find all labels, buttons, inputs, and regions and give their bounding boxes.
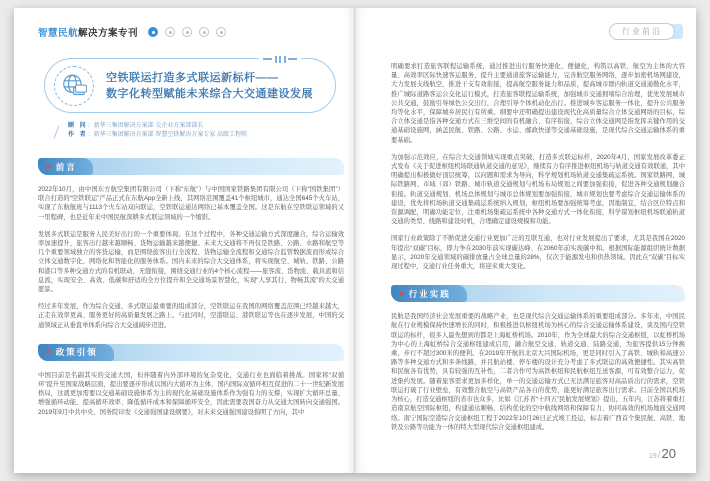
bookmark-icon xyxy=(182,27,192,37)
practice-body xyxy=(391,312,685,432)
article-title xyxy=(106,70,313,102)
byline-text: ：新华三集团解决方案部 智慧空铁解决方案专家 高级工程师 xyxy=(87,132,248,138)
header-icon-row xyxy=(148,27,226,37)
globe-transport-icon xyxy=(54,66,94,106)
preface-body xyxy=(38,185,344,330)
byline xyxy=(56,122,344,140)
byline-row-author xyxy=(68,131,344,140)
journal-header xyxy=(38,26,344,38)
policy-body-left xyxy=(38,371,344,417)
red-arrow-icon: ➤ xyxy=(398,288,405,298)
section-title: 政策引领 xyxy=(55,347,98,358)
page-number xyxy=(649,446,676,461)
right-page xyxy=(355,8,696,473)
paragraph: 国家行业政策除了不断促进交通行业更加广泛的互联互通，也对行业发展提出了要求，尤其是我国在2020年提出“双碳”目标，即力争在2030年前实现碳达峰、在2060年前实现碳中和。根据国际能源组织统计数据显示，2020年交通领域的碳排放量占全球总量的28%，仅次于能源发电和供热领域。因此在“双碳”目标实现过程中，交通行业任务重大，将迎来重大变化。 xyxy=(391,235,685,271)
article-title-banner xyxy=(44,58,336,113)
paragraph: 民航是我国经济社会发展重要的战略产业，也是现代综合交通运输体系的重要组成部分。多年来，中国民航在行业规模保持快速增长的同时，积极推进以枢纽机场为核心的综合交通运输体系建设，谈及国内空铁联运的标杆，很多人最先想到的都是上海虹桥机场。2010年，作为全球最大的综合交通枢纽，以虹桥机场为中心的上海虹桥综合交通枢纽建成启用，融合航空交通、轨道交通、陆路交通，为旅客提供15分钟换乘、步行不超过300米的便利。在2019年开航的北京大兴国际机场，更是同时引入了高铁、城轨和高速公路等多种交通方式和多条线路，并且航站楼、停车楼的设计充分考虑了多式联运的高效便捷性。其实高铁和民航各有优势，具有较强的互补性，二者合作可为高铁枢纽和民航枢纽互送客源，可有效整合运力，促进集约发展。随着旅客需求更加多样化，单一的交通运输方式已无法满足旅客对高品质出行的需求，空铁联运打破了行业壁垒，有效整合航空与高铁产品各自的优势，能更好满足旅客出行需求。目前全国以机场为核心，打造交通枢纽的省市也众多，比如《江苏省“十四五”民航发展规划》提出，五年内，江苏将着重打造南京航空国际枢纽，构建通达顺畅、结构优化的空中航线网络和保障有力、协同高效的机场地面交通网络。南宁国际空港综合交通枢纽工程于2022年10月26日正式竣工投运，标志着广西首个集民航、高铁、地铁及公路等功能为一体的特大型现代综合交通枢纽建成。 xyxy=(391,313,685,431)
banner-decoration-marks xyxy=(259,55,301,63)
left-page xyxy=(14,8,355,473)
paragraph: 为加强示范效应，在综合大交通领域实现重点突破，打造多式联运标杆，2020年4月，国家发展改革委正式发布《关于促进枢纽机场联通轨道交通的意见》，继续有力有序推进枢纽机场与轨道交通有效联通，其中明确提出积极做好顶层统筹，以问题和需求为导向，科学规划机场轨道交通集疏运系统。国家铁路网、城际铁路网、市域（郊）铁路、城市轨道交通规划与机场布局规划之间要加强衔接，促进各种交通规划融合衔接。轨道交通规划、机场总体规划与城市总体规划要加强衔接，城市规划也要考虑综合交通运输体系的建设，优先将机场轨道交通集疏运系统纳入规划，枢纽机场要加强统筹考虑，因地制宜，结合区位特点和资源调配，明确功能定位，注重机场集疏运系统中各种交通方式一体化衔接，科学谋划枢纽机场联通轨道交通的类型、线路和建设时机，合理确定建设规模和功能。 xyxy=(391,153,685,226)
paragraph: 经过多年发展，作为综合交通、多式联运最重要的组成部分，空铁联运在我国的网络覆盖范围已经越来越大，正走在效率更高、服务更好的高质量发展之路上。与此同时，空港联运、港铁联运等也在逐步发展，中国的交通领域正从垂直单体系向综合大交通阔步迈进。 xyxy=(38,303,344,329)
dot-icon xyxy=(216,27,226,37)
journal-title-highlight: 智慧民航 xyxy=(38,28,79,39)
journal-title xyxy=(38,25,138,39)
section-banner-practice xyxy=(391,285,685,302)
corner-tag xyxy=(609,23,683,40)
article-title-line1: 空铁联运打造多式联运新标杆—— xyxy=(106,71,279,84)
paragraph: 中国目前是名副其实的交通大国，但伴随着内外部环境的复杂变化，交通行业也面临着挑战。国家将“双循环”提升至国家战略层面，提出要逐步形成以国内大循环为主体、国内国际双循环相互促进的二十一世纪新发展格局，这就更加需要以交通基础设施体系为主的现代化基础设施体系作为强有力的支撑，实现扩大循环总量、增强循环动能、提高循环效率、降低循环成本和保障循环安全，因此需要我国奋力从交通大国转向交通强国。2019年9月中共中央、国务院印发《交通强国建设纲要》，对未来交通强国建设指明了方向，其中 xyxy=(38,371,344,416)
corner-tag-label: 行业前沿 xyxy=(609,23,675,40)
byline-slash-decoration xyxy=(53,125,59,138)
eye-icon xyxy=(165,27,175,37)
byline-label: 作 者 xyxy=(68,132,88,138)
section-tab xyxy=(38,158,93,175)
article-title-line2: 数字化转型赋能未来综合大交通建设发展 xyxy=(106,87,313,100)
paragraph: 2022年10月，由中国东方航空集团有限公司（下称“东航”）与中国国家铁路集团有限公司（下称“国铁集团”）联合打造的“空铁联运”产品正式在东航App全新上线，其网络范围覆盖41个枢纽城市，通达全国645个火车站，实现了东航航班与1113个火车站双向联运，空铁联运通达网络已基本覆盖全国。这是东航在空铁联运领域的又一里程碑，也是近年来中国民航深耕多式联运领域的一个缩影。 xyxy=(38,186,344,221)
byline-row-advisor xyxy=(68,122,344,131)
link-icon xyxy=(199,27,209,37)
section-banner-policy xyxy=(38,344,344,361)
paragraph: 发展多式联运是服务人民美好出行的一个重要体现。在这个过程中，各种交通运输方式深度融合，综合运输效率加速提升，旅客出行越来越顺畅、货物运输越来越便捷。未来大交通将不再仅是铁路、公路、水路和航空等几个重要领域独立的客货运输，而是围绕旅客出行全流程、货物运输全流程和交通综合监管数据流而形成综合立体交通数字化、网络化和智能化的服务体系。国内未来的综合大交通体系，将实现航空、城轨、铁路、公路和港口等多种交通方式的有机联动、无缝衔接，围绕交通行业的4个核心流程——旅客流、货物流、载具流和信息流，实现安全、高效、低碳和舒适的全方位提升和全交通场景智慧化，实现“人享其行、物畅其流”的大交通愿景。 xyxy=(38,230,344,294)
logo-circle-icon xyxy=(148,27,158,37)
section-title: 行业实践 xyxy=(408,288,451,299)
red-arrow-icon: ➤ xyxy=(45,161,52,171)
journal-title-rest: 解决方案专刊 xyxy=(78,28,139,39)
byline-label: 顾 问 xyxy=(68,123,88,129)
magazine-spread xyxy=(14,8,696,473)
page-number-total: 20 xyxy=(661,446,676,461)
section-tab xyxy=(38,344,114,361)
policy-body-right xyxy=(391,62,685,271)
section-banner-preface xyxy=(38,158,344,175)
byline-text: ：新华三集团解决方案部 交企业方案部部长 xyxy=(87,123,204,129)
page-number-current: 19 xyxy=(648,453,657,460)
section-tab xyxy=(391,285,467,302)
paragraph: 明确要求打造旅客联程运输系统，通过推进出行服务快速化、便捷化，构筑以高铁、航空为主体的大容量、高效率区际快速客运服务，提升主要通道旅客运输能力，完善航空服务网络，逐步加密机场网建设，大力发展支线航空，推进干支有效衔接，提高航空服务能力和品质，提高城市群内轨道交通通勤化水平，推广城际道路客运公交化运行模式，打造旅客联程运输系统，加强城市交通拥堵综合治理，优先发展城市公共交通，鼓励引导绿色公交出行，合理引导个体机动化出行。推进城乡客运服务一体化，提升公共服务均等化水平，保障城乡居民行有所乘。纲要中还明确提出建设现代化高质量综合立体交通网络的目标，综合立体交通是指各种交通方式在三维空间的有机融合、有序衔接，综合立体交通网是指发挥关键作用的交通基础设施网，涵盖民航、铁路、公路、水运、邮政快递等交通基础设施，是现代综合交通运输体系的重要基础。 xyxy=(391,63,685,144)
section-title: 前言 xyxy=(55,161,77,172)
page-number-separator: / xyxy=(657,450,661,461)
red-arrow-icon: ➤ xyxy=(45,347,52,357)
